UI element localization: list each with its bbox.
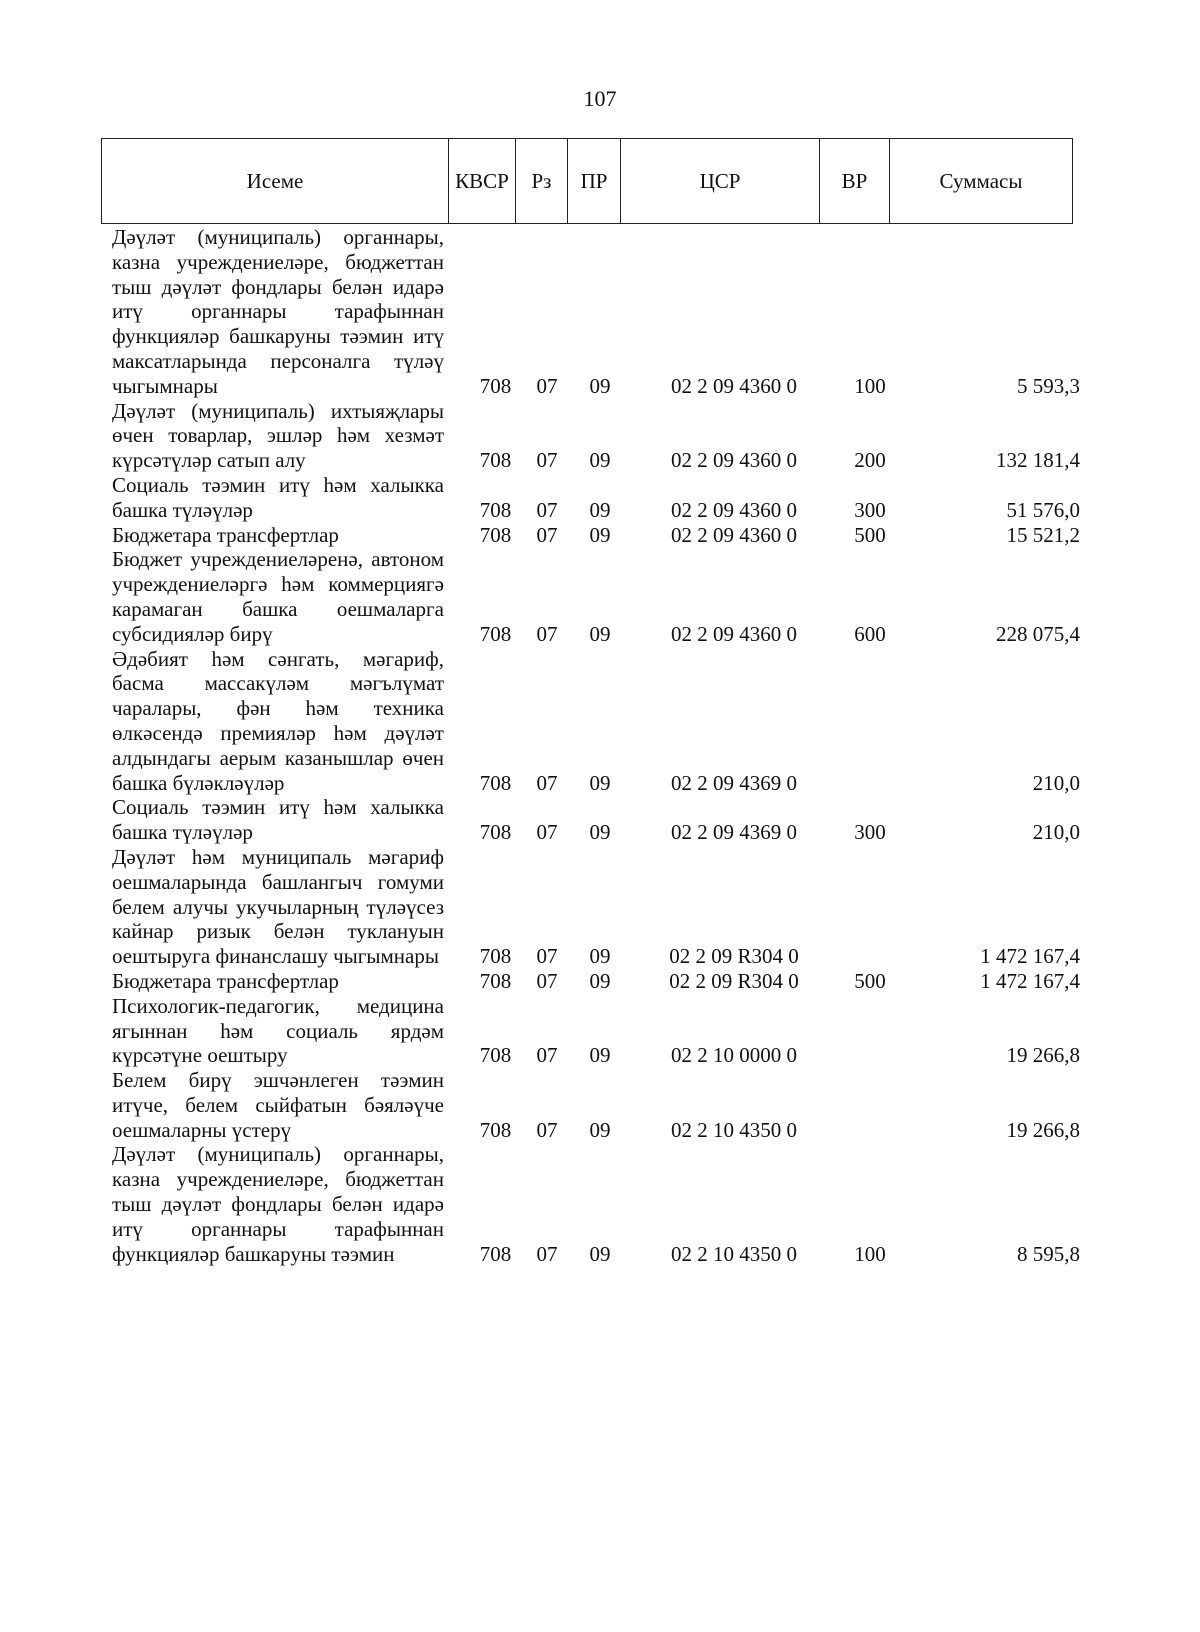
row-sum: 1 472 167,4 (980, 968, 1080, 993)
row-csr: 02 2 10 4350 0 (671, 1117, 797, 1142)
row-csr: 02 2 09 R304 0 (669, 968, 799, 993)
table-row (112, 1068, 1092, 1142)
row-name: Әдәбият һәм сәнгать, мәгариф, басма массакүләм мәгълүмат чаралары, фән һәм техника өлкәсендә премияләр һәм дәүләт алдындагы аерым казанышлар өчен башка бүләкләүләр (112, 646, 444, 795)
row-vr: 500 (854, 522, 886, 547)
row-pr: 09 (589, 448, 611, 473)
table-row (112, 647, 1092, 796)
row-vr: 200 (854, 448, 886, 473)
row-name: Бюджетара трансфертлар (112, 522, 339, 547)
row-csr: 02 2 09 4360 0 (671, 497, 797, 522)
row-name: Дәүләт һәм муниципаль мәгариф оешмаларында башлангыч гомуми белем алучы укучыларның түләүсез кайнар ризык белән туклануын оештыруга финанслашу чыгымнары (112, 844, 444, 969)
row-pr: 09 (589, 497, 611, 522)
row-vr: 300 (854, 497, 886, 522)
row-rz: 07 (536, 522, 558, 547)
row-rz: 07 (536, 968, 558, 993)
row-kvsr: 708 (479, 1241, 512, 1266)
row-rz: 07 (536, 770, 558, 795)
table-row (112, 795, 1092, 845)
row-sum: 8 595,8 (1017, 1241, 1080, 1266)
row-csr: 02 2 09 4369 0 (671, 820, 797, 845)
row-sum: 228 075,4 (996, 621, 1080, 646)
row-vr: 100 (854, 373, 886, 398)
row-sum: 1 472 167,4 (980, 944, 1080, 969)
row-kvsr: 708 (479, 1043, 512, 1068)
row-rz: 07 (536, 448, 558, 473)
row-csr: 02 2 09 4360 0 (671, 522, 797, 547)
row-kvsr: 708 (479, 770, 512, 795)
row-sum: 210,0 (1032, 770, 1080, 795)
row-name: Психологик-педагогик, медицина ягыннан һәм социаль ярдәм күрсәтүне оештыру (112, 993, 444, 1068)
row-rz: 07 (536, 1043, 558, 1068)
row-csr: 02 2 09 4360 0 (671, 373, 797, 398)
row-csr: 02 2 09 4369 0 (671, 770, 797, 795)
row-name: Бюджет учреждениеләренә, автоном учреждениеләргә һәм коммерциягә карамаган башка оешмаларга субсидияләр бирү (112, 547, 444, 646)
row-name: Дәүләт (муниципаль) органнары, казна учреждениеләре, бюджеттан тыш дәүләт фондлары белән идарә итү органнары тарафыннан функцияләр башкаруны тәэмин (112, 1142, 444, 1266)
header-pr: ПР (568, 139, 621, 224)
table-row (112, 473, 1092, 523)
header-kvsr: КВСР (449, 139, 516, 224)
row-pr: 09 (589, 770, 611, 795)
row-sum: 19 266,8 (1006, 1117, 1080, 1142)
table-row (112, 523, 1092, 548)
row-pr: 09 (589, 1043, 611, 1068)
row-pr: 09 (589, 621, 611, 646)
budget-rows (112, 225, 1092, 1266)
row-csr: 02 2 10 4350 0 (671, 1241, 797, 1266)
table-header (101, 138, 1073, 224)
table-row (112, 399, 1092, 473)
row-kvsr: 708 (479, 497, 512, 522)
row-csr: 02 2 09 4360 0 (671, 621, 797, 646)
table-row (112, 225, 1092, 399)
row-csr: 02 2 09 R304 0 (669, 944, 799, 969)
header-rz: Рз (516, 139, 568, 224)
row-rz: 07 (536, 373, 558, 398)
table-row (112, 994, 1092, 1068)
header-csr: ЦСР (621, 139, 820, 224)
row-vr: 500 (854, 968, 886, 993)
row-name: Дәүләт (муниципаль) ихтыяҗлары өчен товарлар, эшләр һәм хезмәт күрсәтүләр сатып алу (112, 398, 444, 473)
row-pr: 09 (589, 522, 611, 547)
row-name: Белем бирү эшчәнлеген тәэмин итүче, белем сыйфатын бәяләүче оешмаларны үстерү (112, 1068, 444, 1142)
row-sum: 210,0 (1032, 820, 1080, 845)
table-row (112, 969, 1092, 994)
row-kvsr: 708 (479, 448, 512, 473)
row-name: Дәүләт (муниципаль) органнары, казна учреждениеләре, бюджеттан тыш дәүләт фондлары белән идарә итү органнары тарафыннан функцияләр башкаруны тәэмин итү максатларында персоналга түләү чыгымнары (112, 225, 444, 398)
row-csr: 02 2 10 0000 0 (671, 1043, 797, 1068)
page-number: 107 (583, 86, 617, 111)
row-pr: 09 (589, 1117, 611, 1142)
row-csr: 02 2 09 4360 0 (671, 448, 797, 473)
row-kvsr: 708 (479, 621, 512, 646)
row-pr: 09 (589, 944, 611, 969)
table-row (112, 547, 1092, 646)
row-rz: 07 (536, 820, 558, 845)
row-vr: 600 (854, 621, 886, 646)
row-kvsr: 708 (479, 968, 512, 993)
header-vr: ВР (820, 139, 890, 224)
row-vr: 300 (854, 820, 886, 845)
row-pr: 09 (589, 1241, 611, 1266)
row-kvsr: 708 (479, 522, 512, 547)
row-sum: 15 521,2 (1006, 522, 1080, 547)
row-sum: 19 266,8 (1006, 1043, 1080, 1068)
row-sum: 5 593,3 (1017, 373, 1080, 398)
row-rz: 07 (536, 497, 558, 522)
row-kvsr: 708 (479, 373, 512, 398)
row-rz: 07 (536, 944, 558, 969)
row-sum: 51 576,0 (1006, 497, 1080, 522)
row-sum: 132 181,4 (996, 448, 1080, 473)
header-sum: Суммасы (890, 139, 1073, 224)
row-rz: 07 (536, 1117, 558, 1142)
row-pr: 09 (589, 820, 611, 845)
row-name: Бюджетара трансфертлар (112, 968, 339, 993)
table-row (112, 845, 1092, 969)
header-name: Исеме (102, 139, 449, 224)
row-kvsr: 708 (479, 820, 512, 845)
row-kvsr: 708 (479, 944, 512, 969)
row-rz: 07 (536, 621, 558, 646)
row-name: Социаль тәэмин итү һәм халыкка башка түләүләр (112, 795, 444, 845)
row-rz: 07 (536, 1241, 558, 1266)
row-name: Социаль тәэмин итү һәм халыкка башка түләүләр (112, 472, 444, 522)
row-vr: 100 (854, 1241, 886, 1266)
table-row (112, 1142, 1092, 1266)
row-kvsr: 708 (479, 1117, 512, 1142)
row-pr: 09 (589, 968, 611, 993)
row-pr: 09 (589, 373, 611, 398)
